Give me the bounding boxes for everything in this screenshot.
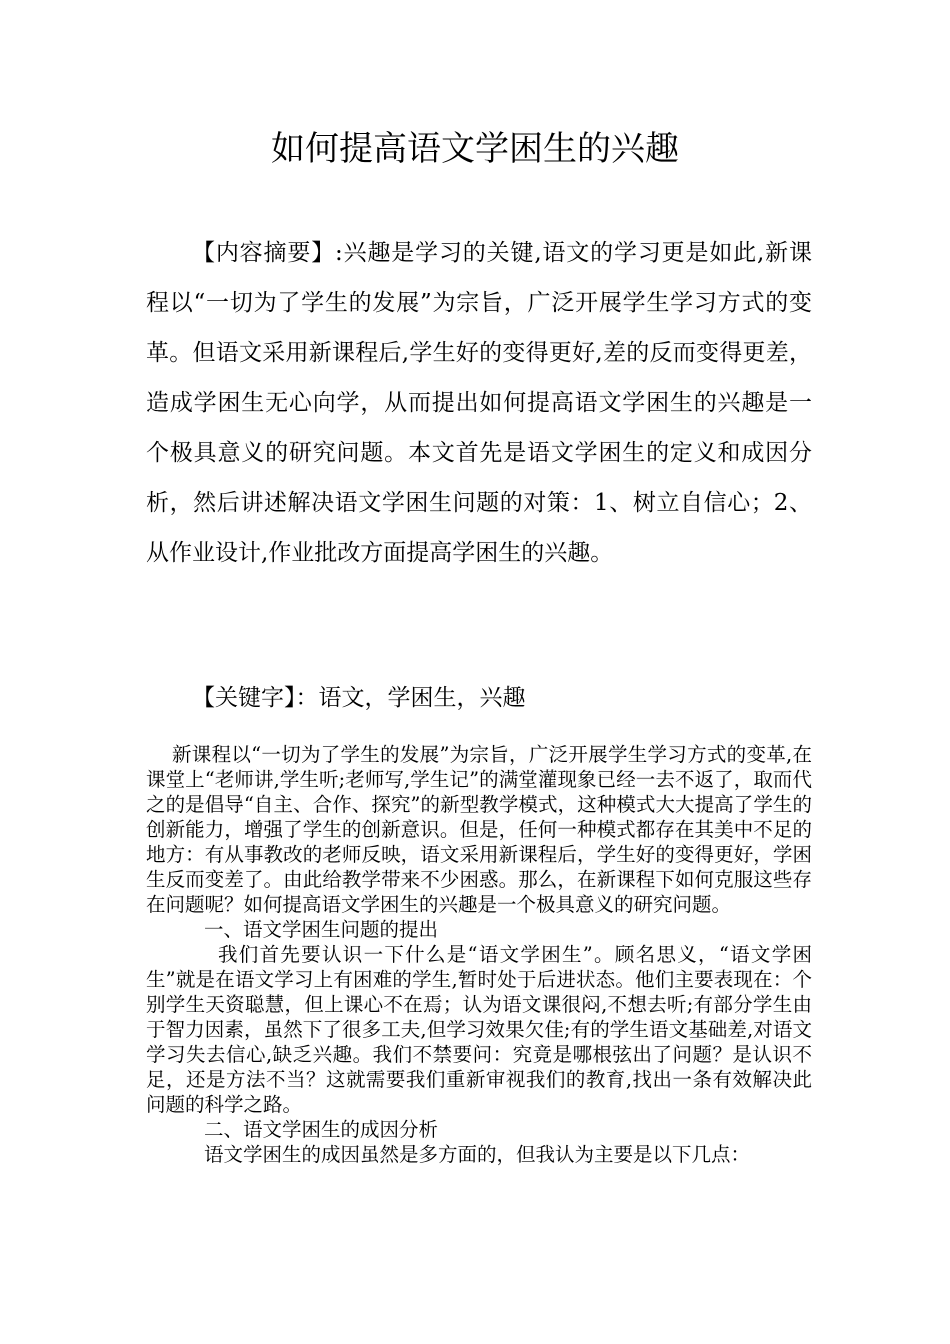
body-section <box>146 742 812 1167</box>
keywords-line: 【关键字】：语文，学困生，兴趣 <box>192 685 526 711</box>
section-heading: 二、语文学困生的成因分析 <box>204 1118 439 1141</box>
page-title: 如何提高语文学困生的兴趣 <box>271 129 679 169</box>
body-paragraph: 语文学困生的成因虽然是多方面的，但我认为主要是以下几点： <box>204 1143 751 1166</box>
body-paragraph: 我们首先要认识一下什么是“语文学困生”。顾名思义，“语文学困生”就是在语文学习上有困难的学生,暂时处于后进状态。他们主要表现在：个别学生天资聪慧，但上课心不在焉；认为语文课很闷,不想去听;有部分学生由于智力因素，虽然下了很多工夫,但学习效果欠佳;有的学生语文基础差,对语文学习失去信心,缺乏兴趣。我们不禁要问：究竟是哪根弦出了问题？是认识不足，还是方法不当？这就需要我们重新审视我们的教育,找出一条有效解决此问题的科学之路。 <box>146 943 812 1116</box>
abstract-paragraph: 【内容摘要】:兴趣是学习的关键,语文的学习更是如此,新课程以“一切为了学生的发展”为宗旨，广泛开展学生学习方式的变革。但语文采用新课程后,学生好的变得更好,差的反而变得更差，造成学困生无心向学，从而提出如何提高语文学困生的兴趣是一个极具意义的研究问题。本文首先是语文学困生的定义和成因分析，然后讲述解决语文学困生问题的对策：1、树立自信心；2、从作业设计,作业批改方面提高学困生的兴趣。 <box>146 240 812 566</box>
body-paragraph: 新课程以“一切为了学生的发展”为宗旨，广泛开展学生学习方式的变革,在课堂上“老师讲,学生听;老师写,学生记”的满堂灌现象已经一去不返了，取而代之的是倡导“自主、合作、探究”的新型教学模式，这种模式大大提高了学生的创新能力，增强了学生的创新意识。但是，任何一种模式都存在其美中不足的地方：有从事教改的老师反映，语文采用新课程后，学生好的变得更好，学困生反而变差了。由此给教学带来不少困惑。那么，在新课程下如何克服这些存在问题呢？如何提高语文学困生的兴趣是一个极具意义的研究问题。 <box>146 743 812 916</box>
section-heading: 一、语文学困生问题的提出 <box>204 918 439 941</box>
